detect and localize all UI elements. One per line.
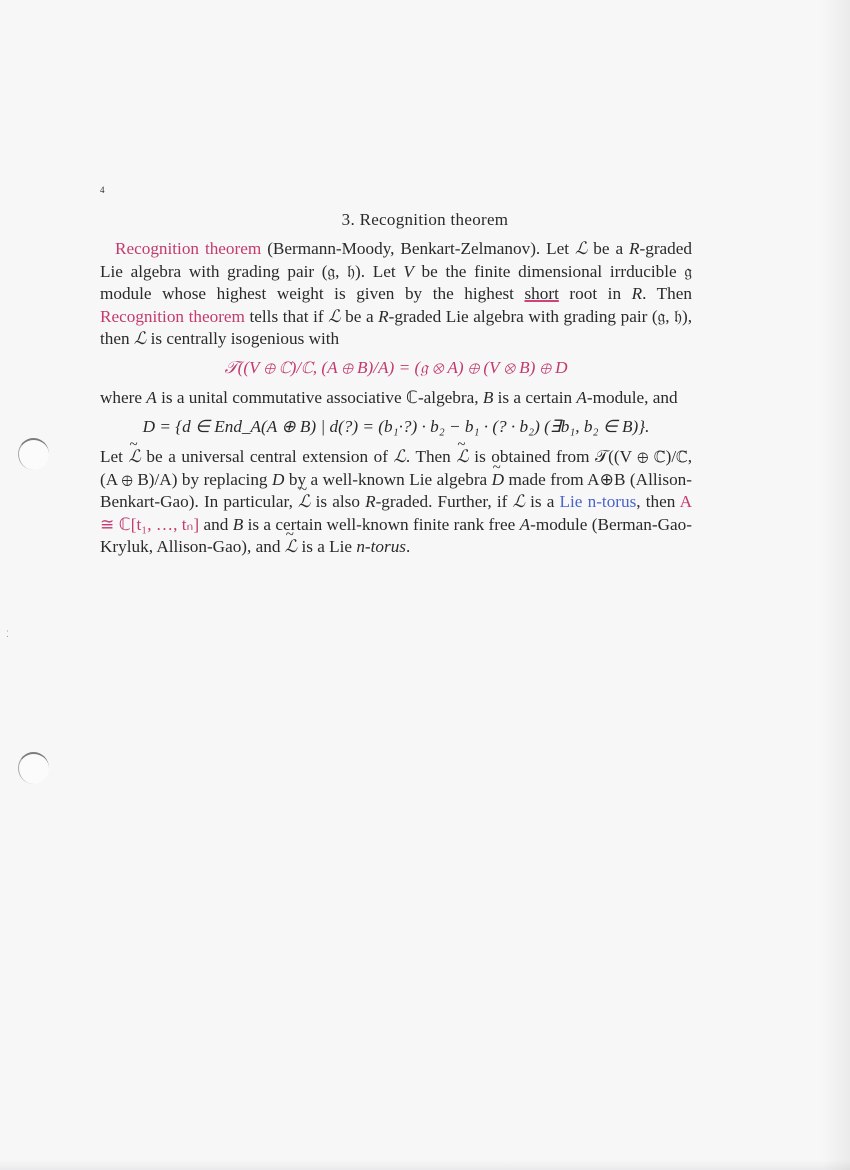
laurent-polynomial-iso: A ≅ ℂ[t₁, …, tₙ] xyxy=(100,492,692,534)
body-text xyxy=(100,238,692,559)
tilde-D: ~ D xyxy=(492,469,504,492)
paragraph-central-extension: Let ~ ℒ be a universal central extension of ℒ. Then ~ ℒ is obtained from 𝒯((V ⊕ ℂ)/ℂ, (A ⊕ B)/A) by replacing D by a well-known Lie algebra ~ D made from A⊕B (Allison-Benkart-Gao). In particular, ~ ℒ is also R-graded. Further, if ℒ is a Lie n-torus, then A ≅ ℂ[t₁, …, tₙ] and B is a certain well-known finite rank free A-module (Berman-Gao-Kryluk, Allison-Gao), and ~ ℒ is a Lie n-torus. xyxy=(100,446,692,559)
section-title: 3. Recognition theorem xyxy=(341,210,509,229)
scan-speck: ⁚ xyxy=(6,630,9,640)
tilde-L: ~ ℒ xyxy=(128,446,140,469)
page-number: 4 xyxy=(100,185,105,195)
punch-hole-bottom xyxy=(18,752,49,784)
underlined-short: short xyxy=(524,284,559,303)
scan-shadow-right xyxy=(822,0,850,1170)
recognition-theorem-term-2: Recognition theorem xyxy=(100,306,245,326)
punch-hole-top xyxy=(18,438,49,470)
paragraph-recognition: Recognition theorem (Bermann-Moody, Benkart-Zelmanov). Let ℒ be a R-graded Lie algebra with grading pair (𝔤, 𝔥). Let V be the finite dimensional irrducible 𝔤 module whose highest weight is given by the highest short root in R. Then Recognition theorem tells that if ℒ be a R-graded Lie algebra with grading pair (𝔤, 𝔥), then ℒ is centrally isogenious with xyxy=(100,239,693,348)
equation-derivations: D = {d ∈ End_A(A ⊕ B) | d(?) = (b₁·?) · b₂ − b₁ · (? · b₂) (∃b₁, b₂ ∈ B)}. xyxy=(142,416,650,436)
equation-decomposition: 𝒯((V ⊕ ℂ)/ℂ, (A ⊕ B)/A) = (𝔤 ⊗ A) ⊕ (V ⊗ B) ⊕ D xyxy=(224,357,568,377)
scan-shadow-bottom xyxy=(0,1160,850,1170)
paragraph-where: where A is a unital commutative associative ℂ-algebra, B is a certain A-module, and xyxy=(100,388,678,407)
recognition-theorem-term: Recognition theorem xyxy=(115,239,262,258)
lie-n-torus-term: Lie n-torus xyxy=(559,492,637,511)
